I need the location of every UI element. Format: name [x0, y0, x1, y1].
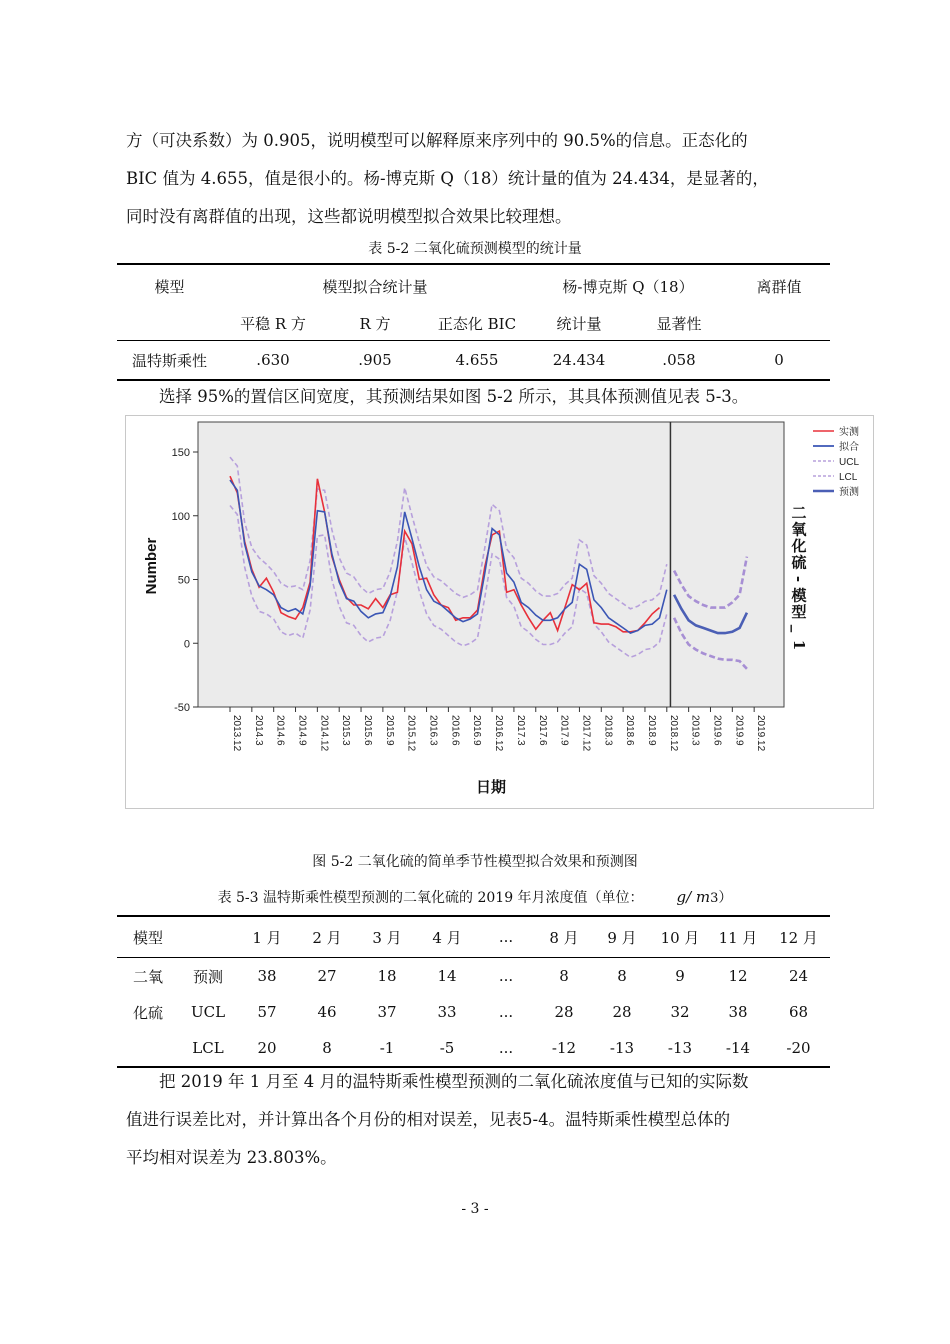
- x-tick-label: 2016.3: [427, 715, 439, 746]
- side-label-char: 化: [791, 537, 807, 555]
- t53-cell: ...: [498, 1039, 514, 1057]
- y-tick-label: 50: [177, 574, 190, 587]
- x-tick-label: 2018.12: [667, 715, 679, 752]
- t53-head: 9 月: [593, 916, 651, 958]
- x-tick-label: 2016.6: [449, 715, 461, 746]
- t52-cell: 4.655: [455, 351, 499, 369]
- t52-head-r2: R 方: [324, 307, 426, 341]
- x-tick-label: 2015.9: [383, 715, 395, 746]
- t53-cell: 27: [317, 967, 337, 985]
- conclusion-line-1: 把 2019 年 1 月至 4 月的温特斯乘性模型预测的二氧化硫浓度值与已知的实际数: [159, 1072, 749, 1091]
- side-label-char: 型: [791, 603, 807, 621]
- legend-label: UCL: [839, 457, 860, 468]
- select-text: 选择 95%的置信区间宽度，其预测结果如图 5-2 所示，其具体预测值见表 5-3。: [159, 387, 749, 406]
- x-tick-label: 2013.12: [231, 715, 242, 752]
- t52-head-outliers: 离群值: [756, 277, 802, 296]
- x-tick-label: 2015.6: [362, 715, 374, 746]
- x-tick-label: 2019.12: [755, 715, 767, 752]
- conclusion-line-2: 值进行误差比对，并计算出各个月份的相对误差，见表5-4。温特斯乘性模型总体的: [126, 1110, 731, 1129]
- table-5-3: [117, 915, 830, 1068]
- t52-cell: .058: [662, 351, 696, 369]
- legend-label: LCL: [839, 472, 858, 483]
- x-tick-label: 2019.6: [711, 715, 723, 746]
- t53-group-label: 化硫: [132, 1003, 163, 1022]
- x-tick-label: 2016.9: [471, 715, 483, 746]
- table-5-3-caption-text: 表 5-3 温特斯乘性模型预测的二氧化硫的 2019 年月浓度值（单位：: [217, 890, 644, 906]
- intro-paragraph: [126, 122, 826, 236]
- t53-row-label: LCL: [192, 1039, 224, 1057]
- t52-head-stat: 统计量: [528, 307, 630, 341]
- t52-head-fit: 模型拟合统计量: [322, 277, 428, 296]
- t53-cell: 68: [788, 1003, 809, 1021]
- x-tick-label: 2018.6: [624, 715, 636, 746]
- t53-head: 12 月: [767, 916, 830, 958]
- side-label-char: 氧: [791, 520, 807, 539]
- forecast-chart: [126, 416, 873, 808]
- t53-head: [179, 916, 237, 958]
- t53-row-label: UCL: [190, 1003, 226, 1021]
- t53-cell: 46: [317, 1003, 337, 1021]
- side-label-char: 1: [790, 639, 808, 651]
- t53-cell: -13: [609, 1039, 635, 1057]
- t53-head: 1 月: [237, 916, 297, 958]
- t53-cell: -5: [439, 1039, 455, 1057]
- t53-head: 4 月: [417, 916, 477, 958]
- t53-cell: 20: [257, 1039, 277, 1057]
- t52-cell: .630: [256, 351, 290, 369]
- intro-line-3: 同时没有离群值的出现，这些都说明模型拟合效果比较理想。: [126, 207, 572, 226]
- side-label-char: 硫: [791, 553, 807, 572]
- t52-head-model: 模型: [154, 277, 185, 296]
- y-tick-label: -50: [174, 702, 190, 714]
- t53-cell: 57: [257, 1003, 277, 1021]
- figure-5-2: [125, 415, 874, 809]
- t53-head: 3 月: [357, 916, 417, 958]
- x-tick-label: 2015.12: [405, 715, 417, 752]
- t53-cell: 33: [437, 1003, 457, 1021]
- legend-label: 拟合: [839, 442, 859, 453]
- legend-label: 预测: [839, 487, 859, 498]
- caption-end: ）: [718, 890, 733, 906]
- side-series-label: [790, 504, 808, 650]
- t52-head-stationary-r2: 平稳 R 方: [222, 307, 324, 341]
- t52-cell: 24.434: [552, 351, 606, 369]
- t53-head: ...: [477, 916, 535, 958]
- side-label-char: 二: [791, 504, 807, 522]
- chart-legend: [813, 425, 859, 498]
- t53-cell: 8: [559, 967, 569, 985]
- x-tick-label: 2018.9: [645, 715, 657, 746]
- page-number: - 3 -: [461, 1201, 489, 1217]
- t53-cell: -13: [667, 1039, 693, 1057]
- t53-head: 2 月: [297, 916, 357, 958]
- table-5-2-caption: 表 5-2 二氧化硫预测模型的统计量: [368, 241, 582, 257]
- t53-cell: 28: [554, 1003, 574, 1021]
- t53-cell: ...: [498, 1003, 514, 1021]
- t52-cell: .905: [358, 351, 392, 369]
- x-axis: [230, 707, 766, 752]
- t52-head-sig: 显著性: [630, 307, 728, 341]
- table-5-2: [117, 263, 830, 381]
- t53-cell: 12: [728, 967, 748, 985]
- figure-5-2-caption: 图 5-2 二氧化硫的简单季节性模型拟合效果和预测图: [312, 854, 638, 870]
- x-tick-label: 2015.3: [340, 715, 352, 746]
- x-tick-label: 2017.6: [536, 715, 548, 746]
- t53-cell: 38: [257, 967, 277, 985]
- t53-row-label: 预测: [192, 967, 223, 986]
- t53-cell: -1: [379, 1039, 395, 1057]
- t53-cell: 38: [728, 1003, 748, 1021]
- x-tick-label: 2019.9: [733, 715, 745, 746]
- x-tick-label: 2014.9: [296, 715, 308, 746]
- x-tick-label: 2018.3: [602, 715, 614, 746]
- unit-g: g: [676, 888, 687, 906]
- t52-cell: 0: [774, 351, 784, 369]
- x-tick-label: 2017.12: [580, 715, 592, 752]
- t52-cell-model: 温特斯乘性: [131, 351, 207, 370]
- unit-m: / m: [686, 888, 711, 906]
- y-tick-label: 100: [171, 510, 190, 523]
- x-tick-label: 2014.12: [318, 715, 330, 752]
- conclusion-paragraph: [126, 1063, 826, 1177]
- t53-cell: 18: [377, 967, 397, 985]
- t53-cell: -14: [725, 1039, 751, 1057]
- t52-head-ljung: 杨-博克斯 Q（18）: [562, 277, 694, 296]
- t53-cell: 28: [612, 1003, 632, 1021]
- intro-line-1: 方（可决系数）为 0.905，说明模型可以解释原来序列中的 90.5%的信息。正态化的: [126, 131, 748, 150]
- conclusion-line-3: 平均相对误差为 23.803%。: [126, 1148, 337, 1167]
- x-tick-label: 2017.3: [514, 715, 526, 746]
- t53-head: 模型: [117, 916, 179, 958]
- x-tick-label: 2014.6: [274, 715, 286, 746]
- t53-cell: 8: [322, 1039, 332, 1057]
- x-tick-label: 2017.9: [558, 715, 570, 746]
- t53-head: 10 月: [651, 916, 709, 958]
- t53-head: 11 月: [709, 916, 767, 958]
- intro-line-2: BIC 值为 4.655，值是很小的。杨-博克斯 Q（18）统计量的值为 24.434，是显著的，: [126, 169, 769, 188]
- t53-cell: -12: [551, 1039, 577, 1057]
- side-label-char: -: [790, 575, 808, 583]
- t53-cell: -20: [786, 1039, 811, 1057]
- unit-exp: 3: [710, 891, 719, 906]
- x-tick-label: 2016.12: [493, 715, 505, 752]
- t53-cell: ...: [498, 967, 514, 985]
- t53-group-label: 二氧: [132, 967, 163, 986]
- t53-cell: 32: [670, 1003, 690, 1021]
- t53-cell: 8: [617, 967, 627, 985]
- y-tick-label: 150: [171, 447, 190, 459]
- y-axis-label: Number: [143, 537, 160, 595]
- t53-cell: 37: [377, 1003, 397, 1021]
- legend-label: 实测: [839, 427, 859, 438]
- side-label-char: 模: [791, 586, 807, 605]
- side-label-char: _: [790, 624, 808, 633]
- table-5-3-caption: [0, 887, 950, 907]
- x-axis-label: 日期: [475, 779, 507, 796]
- t52-head-bic: 正态化 BIC: [426, 307, 528, 341]
- y-tick-label: 0: [183, 638, 190, 651]
- x-tick-label: 2014.3: [252, 715, 264, 746]
- x-tick-label: 2019.3: [689, 715, 701, 746]
- t53-cell: 9: [675, 967, 685, 985]
- t53-head: 8 月: [535, 916, 593, 958]
- y-axis: [172, 447, 198, 714]
- t53-cell: 24: [788, 967, 809, 985]
- t53-cell: 14: [437, 967, 457, 985]
